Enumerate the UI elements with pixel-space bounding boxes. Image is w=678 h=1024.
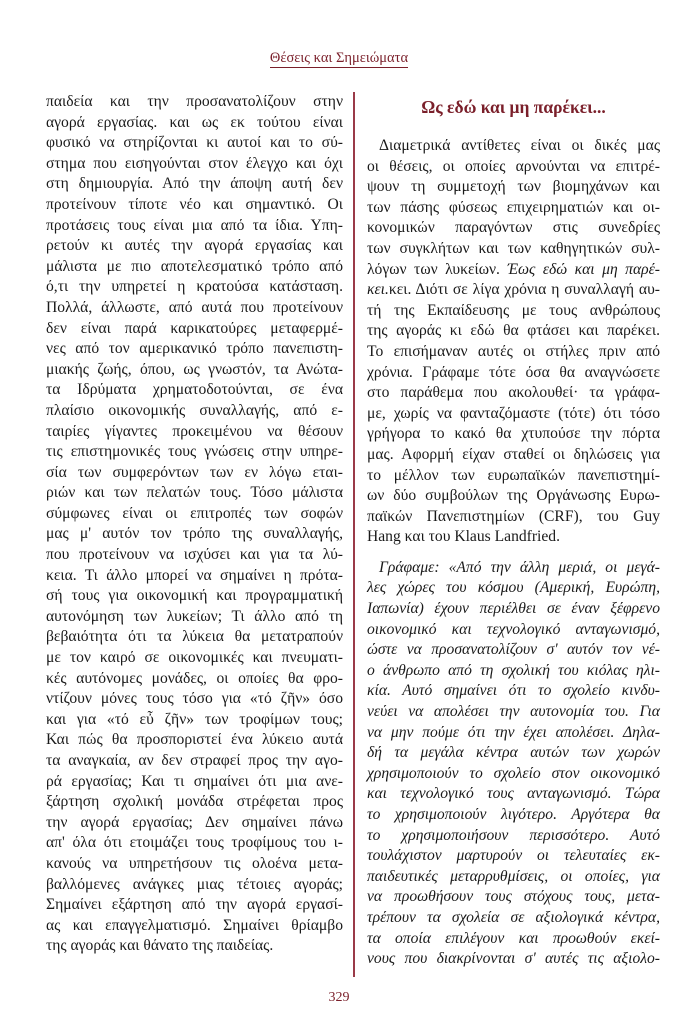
text-line: ψουν τη συμμετοχή των βιομηχάνων και [367,178,660,196]
quote-line: να μην πούμε ότι την έχει απολέσει. Δηλα- [367,723,660,741]
text-line: σύμφωνες είναι οι επιτροπές των σοφών [46,504,343,522]
quote-line: παιδευτικές μεταρρυθμίσεις, οι οποίες, για [367,867,660,885]
text-line: Διαμετρικά αντίθετες είναι οι δικές μας [379,137,660,154]
text-line: οι θέσεις, οι οποίες αρνούνται να επιτρέ- [367,157,660,175]
column-divider [353,92,355,977]
text-line: τή της Εκπαίδευσης με τους ανθρώπους [367,301,660,319]
text-line: σή τους για οικονομική και προγραμματική [46,587,343,605]
quote-line: να προωθήσουν τους στόχους τους, μετα- [367,888,660,906]
quote-line: τα οποία επιλέγουν και προωθούν εκεί- [367,929,660,947]
text-line: ρά εργασίας; Και τι σημαίνει ότι μια ανε- [46,772,343,790]
text-fragment: κει. Διότι σε λίγα χρόνια η συναλλαγή αυ- [388,281,660,299]
quote-line: τουλάχιστον μαρτυρούν οι τελευταίες εκ- [367,847,660,865]
text-line: νες από τον αμερικανικό τρόπο πανεπιστη- [46,340,343,358]
text-line: στημα που εισηγούνται στον έλεγχο και όχι [46,154,343,172]
text-line: των συγκλήτων και των καθηγητικών συλ- [367,239,660,257]
text-line: μάλιστα με πιο αποτελεσματικό τρόπο από [46,257,343,275]
text-line: Το επισήμαναν αυτές οι στήλες πριν από [367,342,660,360]
quote-line: νους που διακρίνονται σ' αυτές τις αξιολο- [367,950,660,968]
text-line: Hang και του Klaus Landfried. [367,528,560,546]
text-line: μας μ' αυτόν τον τρόπο της συναλλαγής, [46,525,343,543]
page-number: 329 [328,990,350,1005]
text-line: ων δύο συμβούλων της Οργάνωσης Ευρω- [367,487,660,505]
quote-line: και τεχνολογικό τους ανταγωνισμό. Τώρα [367,785,660,803]
text-line: Πολλά, άλλωστε, από αυτά που προτείνουν [46,298,343,316]
text-line: βεβαιότητα ότι τα λύκεια θα μετατραπούν [46,628,343,646]
text-line: φυσικό να στηρίζονται κι αυτοί και το σύ- [46,134,343,152]
text-line: ριών και των πελατών τους. Τόσο μάλιστα [46,484,343,502]
text-line: χρόνια. Γράφαμε τότε όσα θα αναγνώσετε [367,363,660,381]
text-line: ρετούν κι αυτές την αγορά εργασίας και [46,237,343,255]
text-line: προτάσεις τους είναι μια από τα ίδια. Υπη- [46,216,343,234]
text-line: αγορά εργασίας. και ως εκ τούτου είναι [46,113,343,131]
text-line: της αγοράς και θάνατο της παιδείας. [46,937,274,955]
quote-line: ο άνθρωπο από τη σχολική του κιόλας ηλι- [367,661,660,679]
text-line: τα Ιδρύματα χρηματοδοτούνται, σε ένα [46,381,343,399]
text-line: κεια. Τι άλλο μπορεί να σημαίνει η πρότα- [46,566,343,584]
text-line: σία των συμφερόντων των εν λόγω εται- [46,463,343,481]
text-line: ας και επαγγελματισμό. Σημαίνει θρίαμβο [46,916,343,934]
text-line: της αγοράς κι εδώ θα φτάσει και παρέκει. [367,322,660,340]
text-line: βαλλόμενες ανάγκες μιας τέτοιες αγοράς; [46,875,343,893]
quote-line: νεύει να απολέσει την αυτονομία του. Για [367,703,660,721]
text-line: αυτονόμηση των λυκείων; Τι άλλο από τη [46,607,343,625]
text-line: παϊκών Πανεπιστημίων (CRF), του Guy [367,507,660,525]
text-fragment: λόγων των λυκείων. [367,260,508,278]
text-line: μιακής ζωής, όπου, ως γνωστόν, τα Ανώτα- [46,360,343,378]
quote-line: Ιαπωνία) έχουν περιέλθει σε έναν ξέφρενο [367,600,660,618]
quote-line: οικονομικό και τεχνολογικό ανταγωνισμό, [367,620,660,638]
quote-line: ώστε να προσανατολίζουν σ' αυτόν τον νέ- [367,641,660,659]
quote-line: κία. Αυτό σημαίνει ότι το σχολείο κινδυ- [367,682,660,700]
quote-line: δή τα μεγάλα κέντρα αυτών των χωρών [367,744,660,762]
text-line: των πάσης φύσεως επιχειρηματιών και οι- [367,198,660,216]
italic-fragment: κει. [367,281,389,299]
text-line: απ' όλα ότι ετοιμάζει τους τροφίμους του ι- [46,834,343,852]
quote-line: λες χώρες του κόσμου (Αμερική, Ευρώπη, [367,579,660,597]
text-line: προτείνουν τίποτε νέο και σημαντικό. Οι [46,195,343,213]
text-line: με τον καιρό σε οικονομικές και πνευματι- [46,649,343,667]
text-line: κανούς να υπηρετήσουν τις ολοένα μετα- [46,854,343,872]
text-line: την αγορά εργασίας; Δεν σημαίνει πάνω [46,813,343,831]
text-line: Και πώς θα προσποριστεί ένα λύκειο αυτά [46,731,343,749]
text-line: και για «τό εὖ ζῆν» των τροφίμων τους; [46,710,343,728]
text-line-with-italic [367,260,660,281]
text-line: που προτείνουν να ισχύσει και για τα λύ- [46,546,343,564]
running-title: Θέσεις και Σημειώματα [269,50,409,66]
right-column [367,96,660,970]
text-line: το μέλλον των ευρωπαϊκών πανεπιστημί- [367,466,660,484]
left-column [46,92,343,957]
italic-fragment: Έως εδώ και μη παρέ- [507,260,660,278]
text-line: μας. Αφορμή είχαν σταθεί οι δηλώσεις για [367,445,660,463]
text-line: πλαίσιο οικονομικής συναλλαγής, από ε- [46,401,343,419]
text-line: τις επιστημονικές τους γνώσεις στην υπηρε- [46,443,343,461]
quote-line: τρέπουν τα σχολεία σε αξιολογικά κέντρα, [367,908,660,926]
text-line: ντίζουν μόνες τους τόσο για «τό ζῆν» όσο [46,690,343,708]
text-line: τα αναγκαία, αν δεν στραφεί προς την αγο- [46,752,343,769]
running-head [0,49,678,67]
text-line: ξάρτηση σχολική μονάδα στρέφεται προς [46,793,343,811]
text-line: ταιρίες γίγαντες προκειμένου να θέσουν [46,422,343,440]
quote-line: Γράφαμε: «Από την άλλη μεριά, οι μεγά- [379,558,660,576]
text-line: κές αυτόνομες μονάδες, οι οποίες θα φρο- [46,669,343,687]
text-line: Σημαίνει εξάρτηση από την αγορά εργασί- [46,896,343,914]
text-line: με, χωρίς να φανταζόμαστε (τότε) ότι τόσο [367,404,660,422]
quote-line: χρησιμοποιούν το σχολείο στον οικονομικό [367,764,660,782]
text-line: ό,τι την υπηρετεί η κρατούσα κατάσταση. [46,278,343,296]
text-line: παιδεία και την προσανατολίζουν στην [46,93,343,110]
quote-line: το χρησιμοποιούν λιγότερο. Αργότερα θα [367,806,660,823]
text-line-with-italic [367,280,660,301]
section-title: Ως εδώ και μη παρέκει... [421,97,606,117]
text-line: δεν είναι παρά καρικατούρες μεταφερμέ- [46,319,343,337]
text-line: γρήγορα το κακό θα χτυπούσε την πόρτα [367,425,660,443]
text-line: στη δημιουργία. Από την άποψη αυτή δεν [46,175,343,193]
text-line: στο παράθεμα που ακολουθεί· τα γράφα- [367,384,660,402]
text-line: κονομικών παραγόντων στις συνεδρίες [367,219,660,237]
quote-line: το χρησιμοποιήσουν περισσότερο. Αυτό [367,826,660,844]
